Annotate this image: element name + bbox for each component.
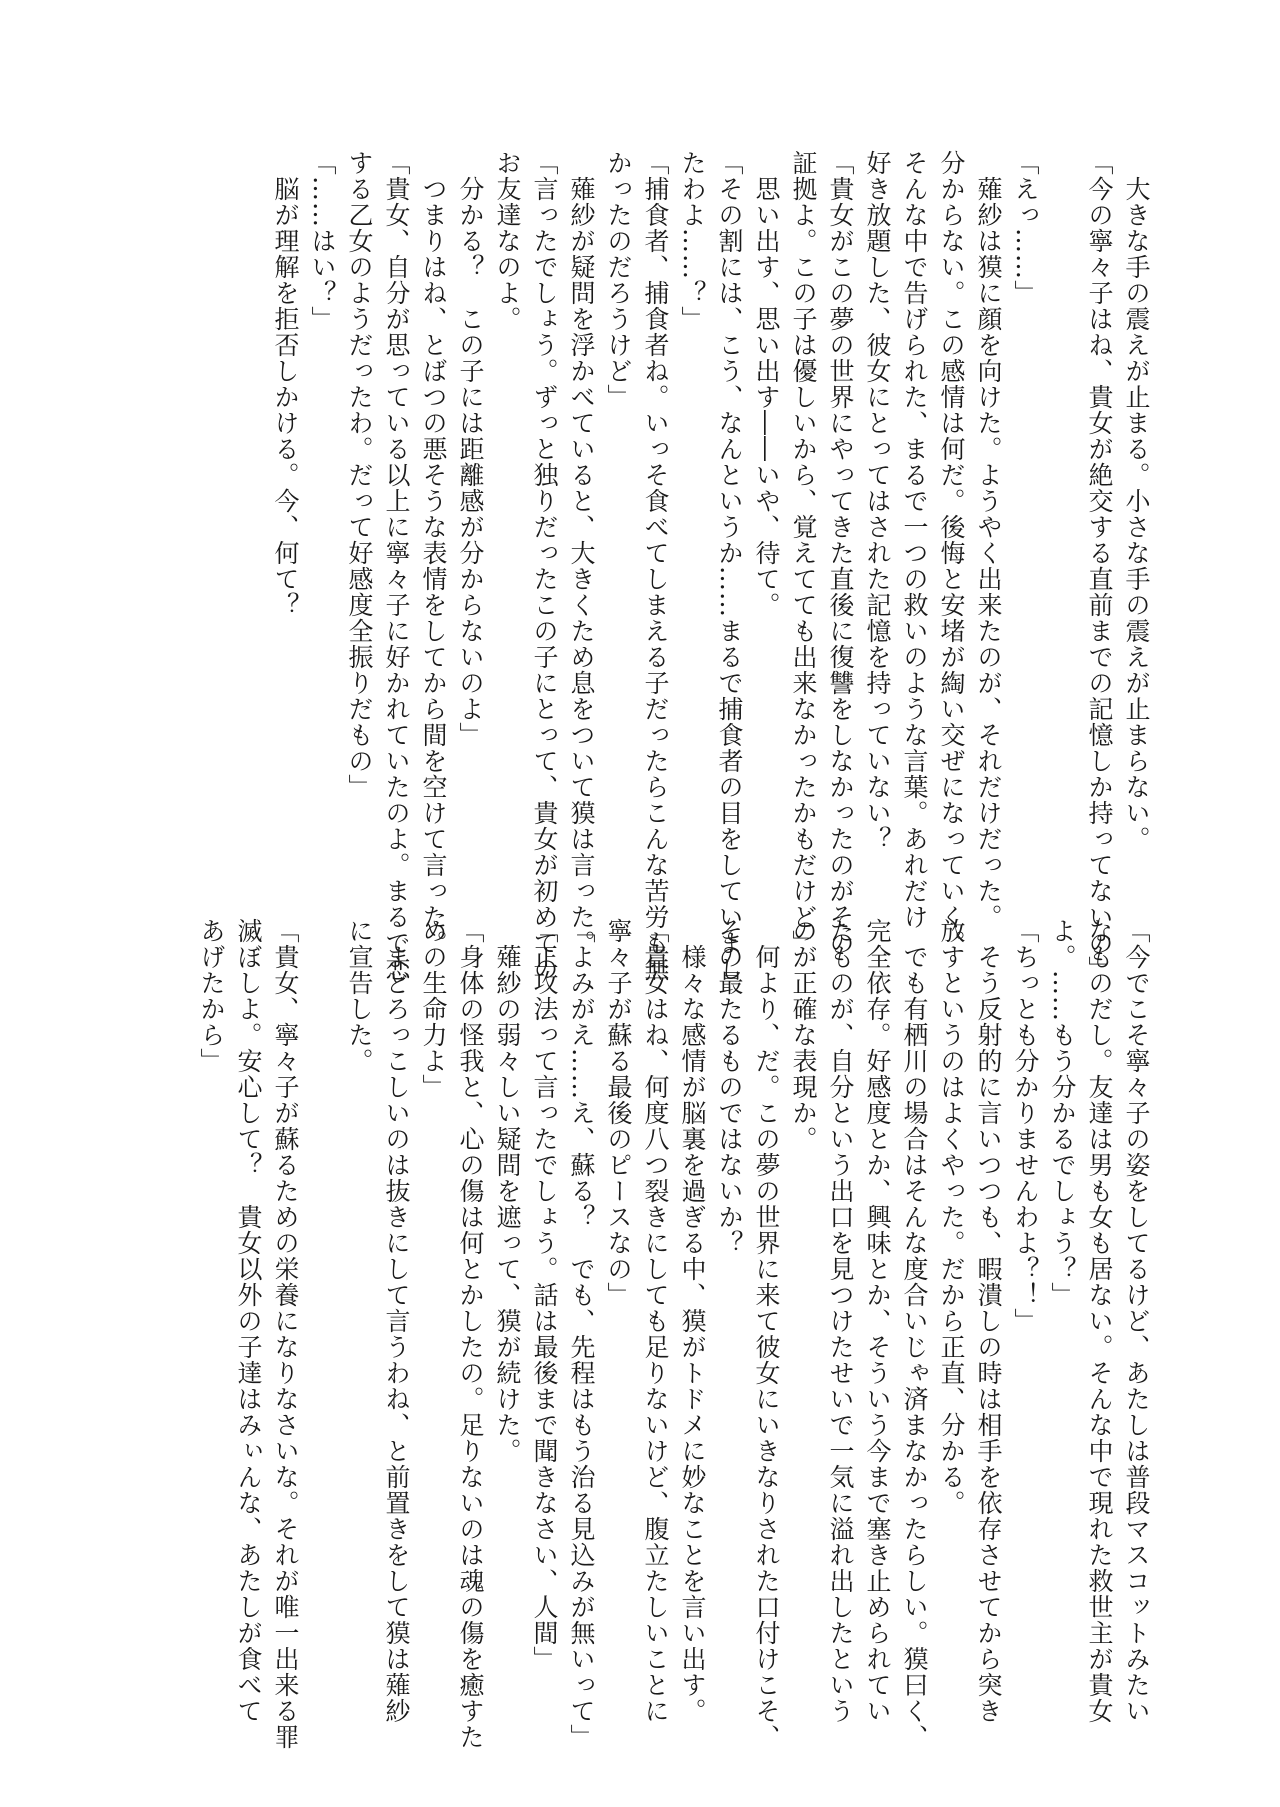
text-line: 「……はい？」 [308, 150, 337, 332]
text-line: 寧々子が蘇る最後のピースなの」 [604, 918, 633, 1308]
text-line: 何より、だ。この夢の世界に来て彼女にいきなりされた口付けこそ、 [752, 918, 781, 1750]
text-line: 「捕食者、捕食者ね。いっそ食べてしまえる子だったらこんな苦労も無 [641, 150, 670, 982]
text-line: 「よみがえ……え、蘇る？ でも、先程はもう治る見込みが無いって」 [567, 918, 596, 1750]
text-line: 分かる？ この子には距離感が分からないのよ」 [456, 150, 485, 748]
text-line: 好き放題した、彼女にとってはされた記憶を持っていない？ [863, 150, 892, 852]
text-line: たものが、自分という出口を見つけたせいで一気に溢れ出したという [826, 918, 855, 1724]
text-line: まどろっこしいのは抜きにして言うわね、と前置きをして獏は薙紗 [382, 918, 411, 1724]
text-line: お友達なのよ。 [493, 150, 522, 332]
text-line: でも有栖川の場合はそんな度合いじゃ済まなかったらしい。獏曰く、 [900, 918, 929, 1750]
text-line: なものだし。友達は男も女も居ない。そんな中で現れた救世主が貴女 [1085, 918, 1114, 1724]
text-line: 「今でこそ寧々子の姿をしてるけど、あたしは普段マスコットみたい [1122, 918, 1151, 1724]
text-line: よ。……もう分かるでしょう？」 [1048, 918, 1077, 1308]
text-line: たわよ……？」 [678, 150, 707, 332]
text-line: めの生命力よ」 [419, 918, 448, 1100]
text-line: 完全依存。好感度とか、興味とか、そういう今まで塞き止められてい [863, 918, 892, 1724]
text-line: 「身体の怪我と、心の傷は何とかしたの。足りないのは魂の傷を癒すた [456, 918, 485, 1750]
text-block-lower [193, 918, 1155, 1750]
text-block-upper [267, 150, 1155, 982]
text-line: 「貴女はね、何度八つ裂きにしても足りないけど、腹立たしいことに [641, 918, 670, 1724]
text-line: 「その割には、こう、なんというか……まるで捕食者の目をしていまし [715, 150, 744, 982]
text-line [1044, 150, 1081, 890]
text-line: 証拠よ。この子は優しいから、覚えてても出来なかったかもだけど」 [789, 150, 818, 956]
text-line: 「えっ……」 [1011, 150, 1040, 306]
text-line: 脳が理解を拒否しかける。今、何て？ [271, 150, 300, 618]
text-line: 「貴女、自分が思っている以上に寧々子に好かれていたのよ。まるで恋 [382, 150, 411, 982]
text-line: 様々な感情が脳裏を過ぎる中、獏がトドメに妙なことを言い出す。 [678, 918, 707, 1724]
text-line: のが正確な表現か。 [789, 918, 818, 1152]
text-line: する乙女のようだったわ。だって好感度全振りだもの」 [345, 150, 374, 800]
text-line: そんな中で告げられた、まるで一つの救いのような言葉。あれだけ [900, 150, 929, 930]
text-line: あげたから」 [197, 918, 226, 1074]
text-line: 「ちっとも分かりませんわよ？！」 [1011, 918, 1040, 1334]
text-line: 放すというのはよくやった。だから正直、分かる。 [937, 918, 966, 1516]
text-line: 「貴女、寧々子が蘇るための栄養になりなさいな。それが唯一出来る罪 [271, 918, 300, 1750]
text-line: 薙紗の弱々しい疑問を遮って、獏が続けた。 [493, 918, 522, 1464]
text-line: 「今の寧々子はね、貴女が絶交する直前までの記憶しか持ってないの」 [1085, 150, 1114, 982]
text-line: 滅ぼしよ。安心して？ 貴女以外の子達はみぃんな、あたしが食べて [234, 918, 263, 1724]
text-line: 薙紗が疑問を浮かべていると、大きくため息をついて獏は言った。 [567, 150, 596, 956]
text-line: 「言ったでしょう。ずっと独りだったこの子にとって、貴女が初めての [530, 150, 559, 982]
text-line: 「正攻法って言ったでしょう。話は最後まで聞きなさい、人間」 [530, 918, 559, 1672]
text-line: つまりはね、とばつの悪そうな表情をしてから間を空けて言った。 [419, 150, 448, 956]
text-line: そう反射的に言いつつも、暇潰しの時は相手を依存させてから突き [974, 918, 1003, 1724]
text-line: 分からない。この感情は何だ。後悔と安堵が綯い交ぜになっていく。 [937, 150, 966, 956]
text-line: かったのだろうけど」 [604, 150, 633, 410]
text-line: 大きな手の震えが止まる。小さな手の震えが止まらない。 [1122, 150, 1151, 852]
text-line: 思い出す、思い出す――いや、待て。 [752, 150, 781, 618]
text-line: 薙紗は獏に顔を向けた。ようやく出来たのが、それだけだった。 [974, 150, 1003, 930]
text-line: その最たるものではないか？ [715, 918, 744, 1256]
text-line [304, 918, 341, 1658]
text-line: 「貴女がこの夢の世界にやってきた直後に復讐をしなかったのがその [826, 150, 855, 956]
text-line: に宣告した。 [345, 918, 374, 1074]
